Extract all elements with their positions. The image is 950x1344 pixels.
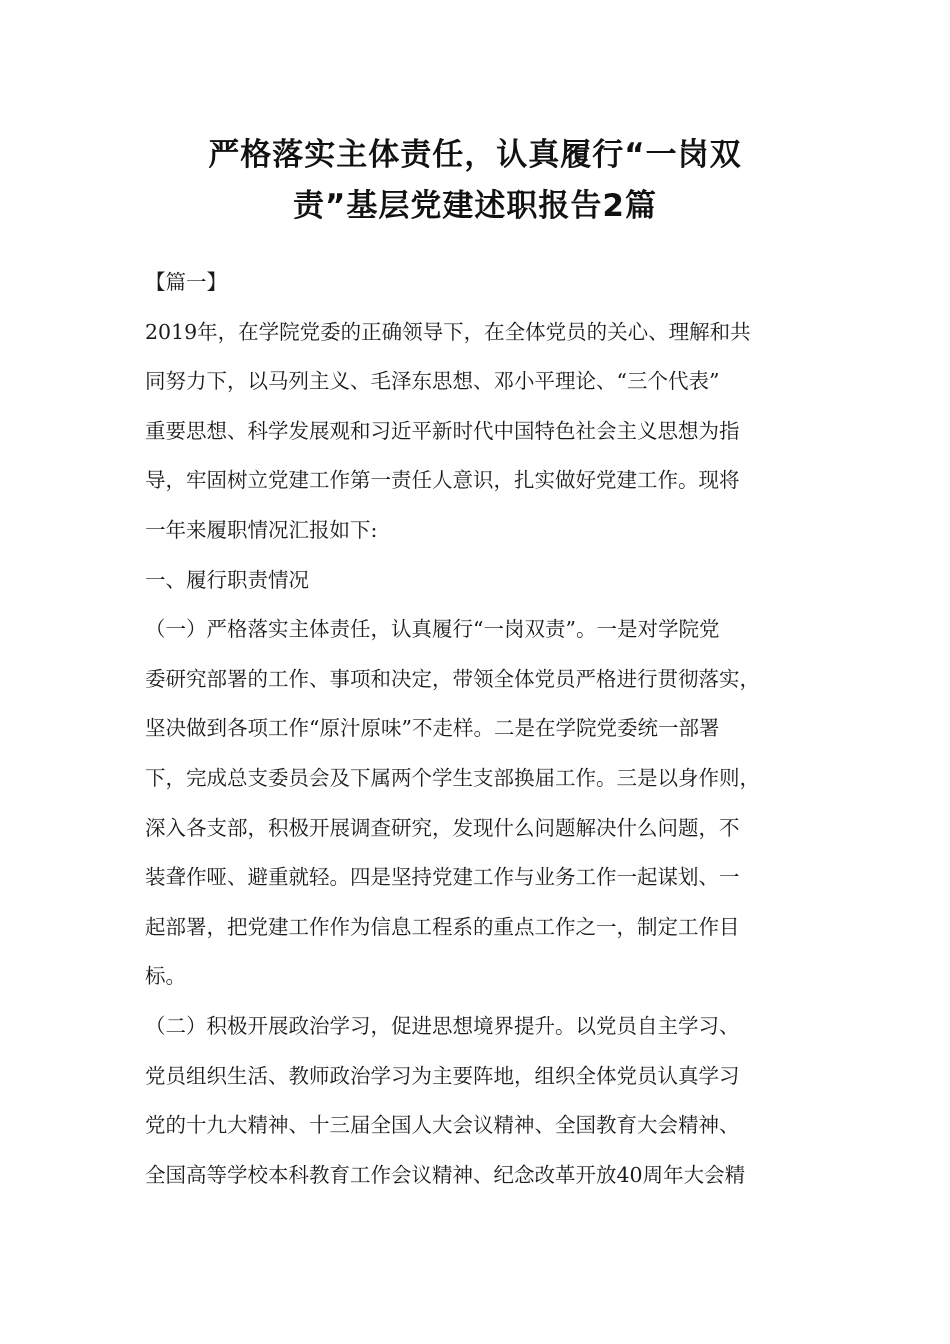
section-label: 【篇一】 (145, 270, 227, 294)
body-line: 党的十九大精神、十三届全国人大会议精神、全国教育大会精神、 (145, 1113, 740, 1138)
body-line: 标。 (145, 964, 186, 989)
document-title-line-1: 严格落实主体责任，认真履行“一岗双 (208, 137, 742, 173)
body-line: （二）积极开展政治学习，促进思想境界提升。以党员自主学习、 (145, 1013, 740, 1038)
body-line: 深入各支部，积极开展调查研究，发现什么问题解决什么问题，不 (145, 815, 740, 840)
body-line: 2019年，在学院党委的正确领导下，在全体党员的关心、理解和共 (145, 319, 751, 344)
body-line: 党员组织生活、教师政治学习为主要阵地，组织全体党员认真学习 (145, 1063, 740, 1088)
body-line: 下，完成总支委员会及下属两个学生支部换届工作。三是以身作则， (145, 765, 760, 790)
body-line: 委研究部署的工作、事项和决定，带领全体党员严格进行贯彻落实， (145, 666, 760, 691)
body-line: 重要思想、科学发展观和习近平新时代中国特色社会主义思想为指 (145, 418, 740, 443)
body-line: 导，牢固树立党建工作第一责任人意识，扎实做好党建工作。现将 (145, 468, 740, 493)
section-heading: 一、履行职责情况 (145, 567, 309, 592)
body-line: 起部署，把党建工作作为信息工程系的重点工作之一，制定工作目 (145, 914, 740, 939)
body-line: 装聋作哑、避重就轻。四是坚持党建工作与业务工作一起谋划、一 (145, 865, 740, 890)
document-title-line-2: 责”基层党建述职报告2篇 (293, 188, 657, 224)
document-body (145, 258, 810, 1200)
body-line: 全国高等学校本科教育工作会议精神、纪念改革开放40周年大会精 (145, 1162, 746, 1187)
body-line: （一）严格落实主体责任，认真履行“一岗双责”。一是对学院党 (145, 617, 720, 642)
body-line: 同努力下，以马列主义、毛泽东思想、邓小平理论、“三个代表” (145, 369, 720, 394)
body-line: 坚决做到各项工作“原汁原味”不走样。二是在学院党委统一部署 (145, 716, 720, 741)
body-line: 一年来履职情况汇报如下: (145, 517, 378, 542)
